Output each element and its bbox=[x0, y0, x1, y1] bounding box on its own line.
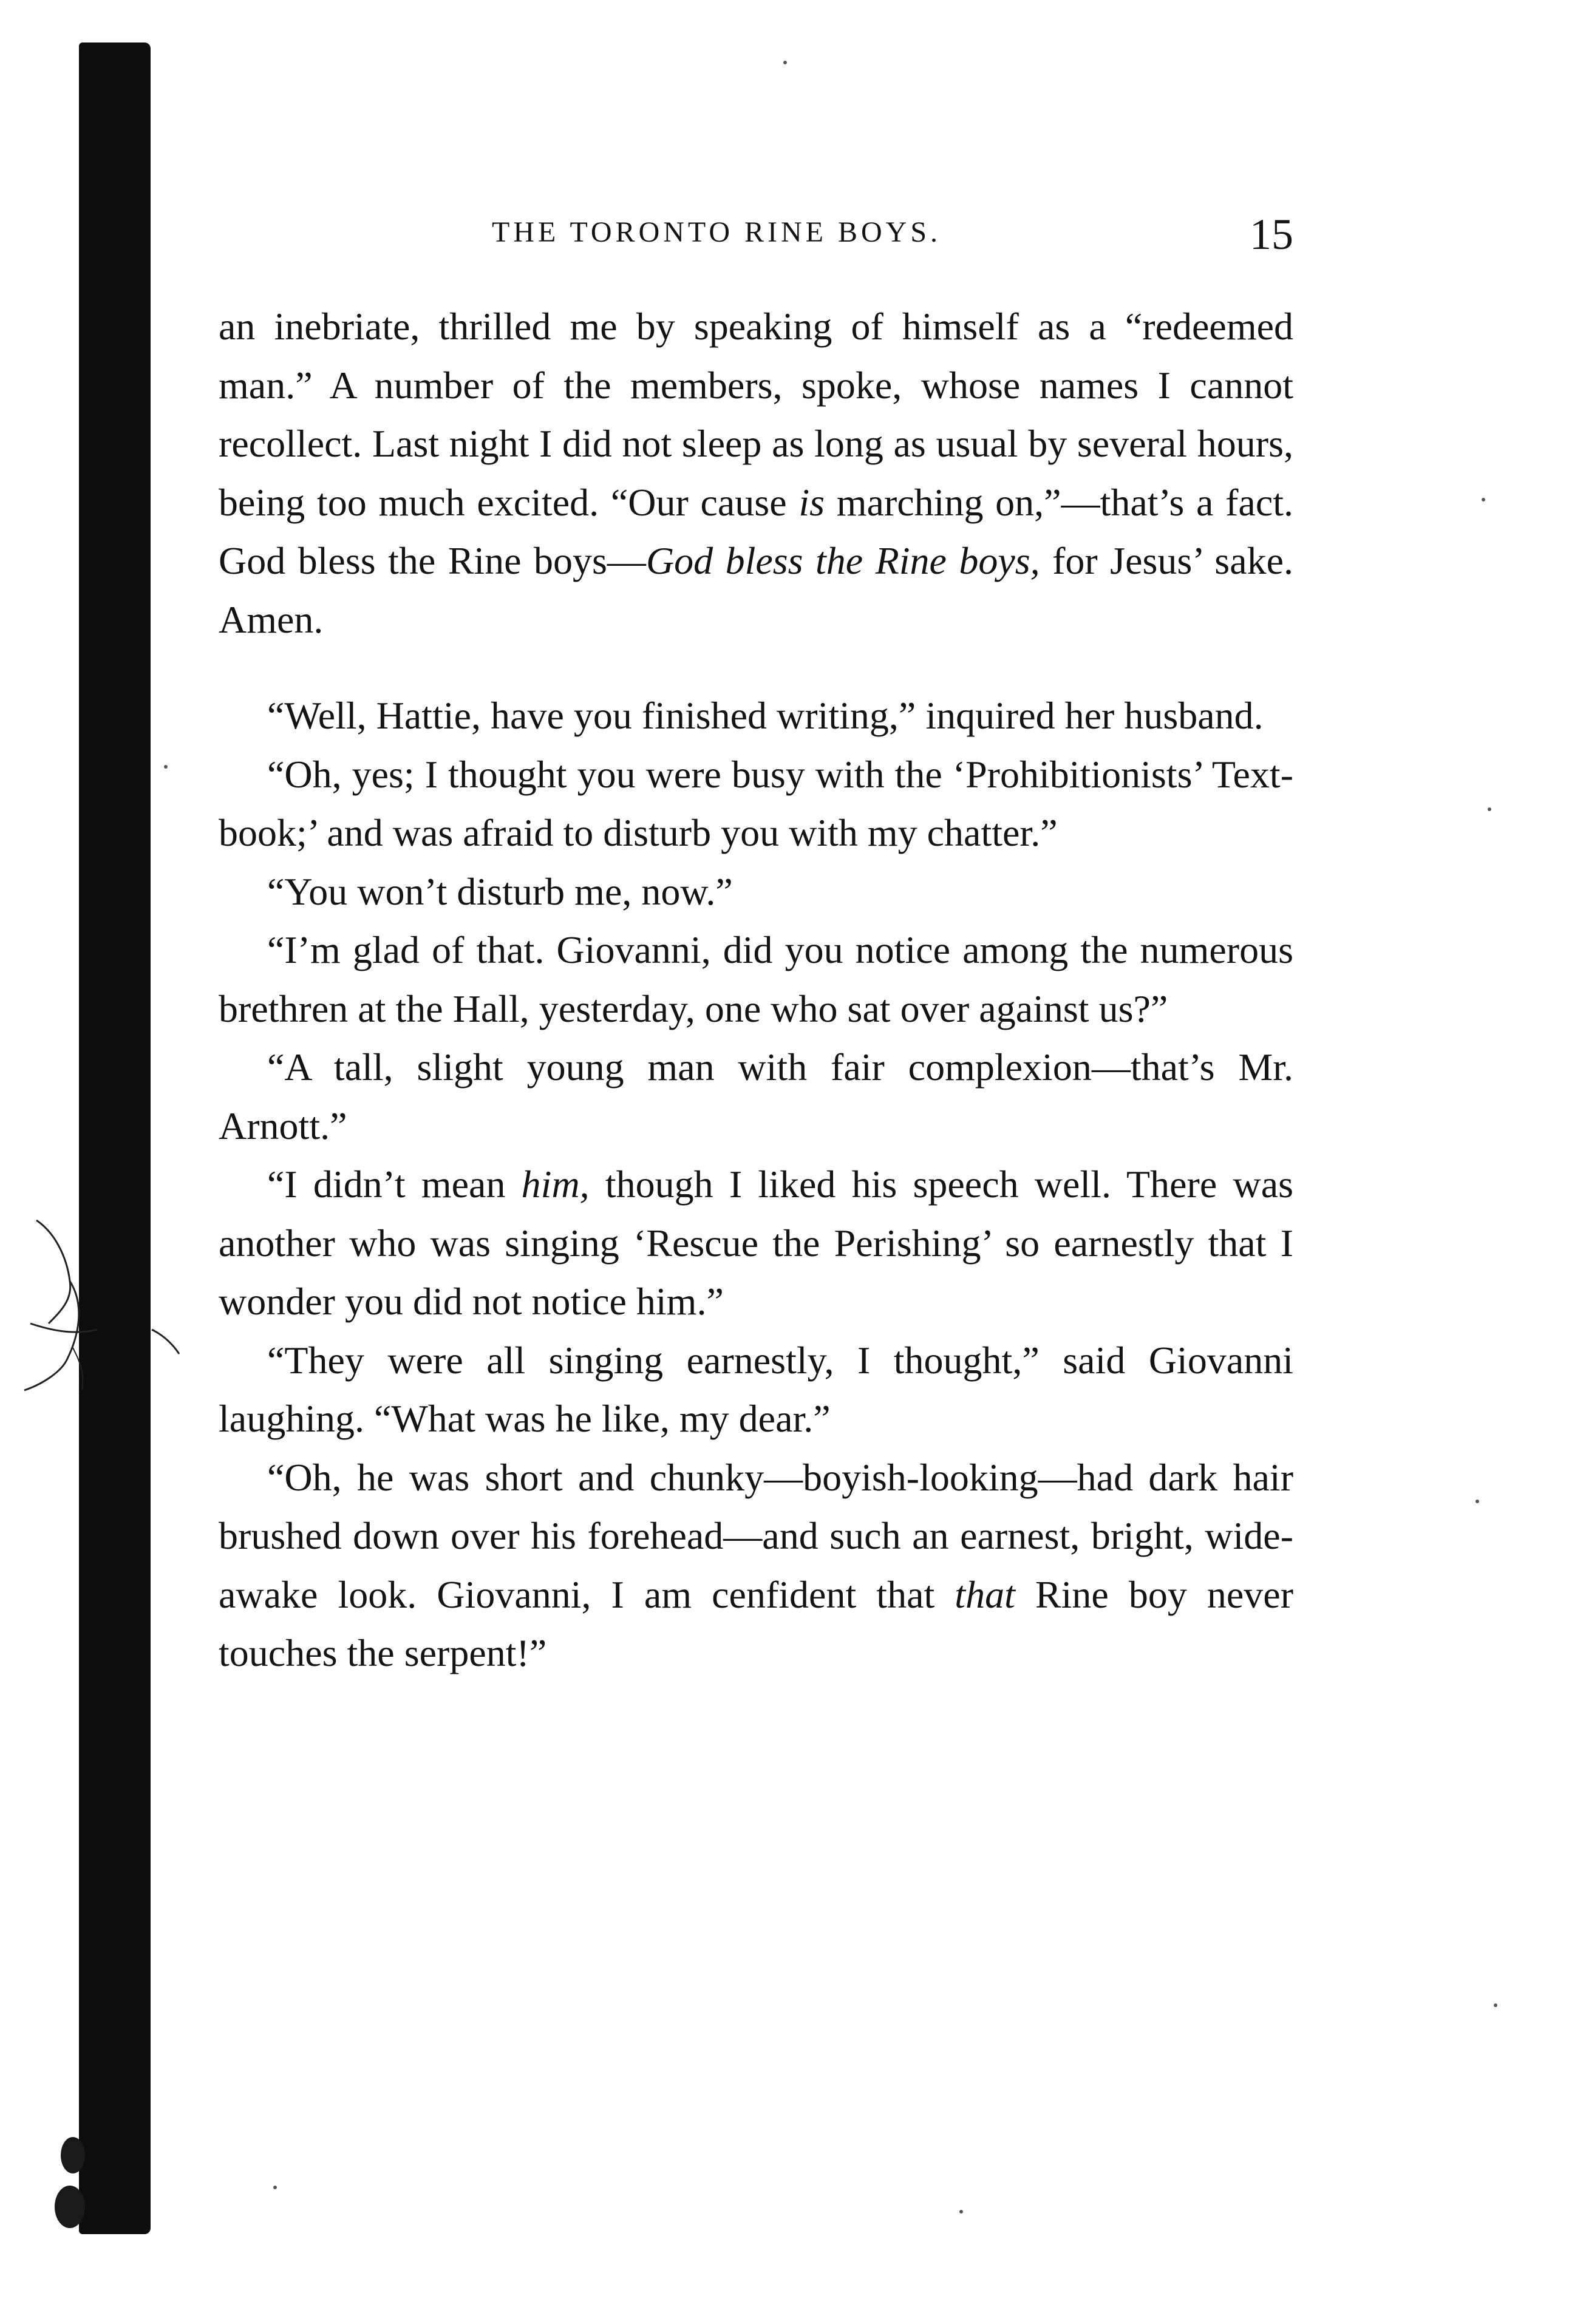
paper-speck bbox=[164, 765, 168, 769]
page-number: 15 bbox=[1250, 210, 1293, 259]
text-run: “Oh, yes; I thought you were busy with the ‘Prohibitionists’ Text-book;’ and was afraid to disturb you with my chatter.” bbox=[219, 752, 1293, 854]
paragraph bbox=[219, 1155, 1293, 1331]
text-run: “They were all singing earnestly, I thought,” said Giovanni laughing. “What was he like, my dear.” bbox=[219, 1338, 1293, 1440]
text-run: though I liked his speech well. There was another who was singing ‘Rescue the Perishing’ so earnestly that I wonder you did not notice him.” bbox=[219, 1163, 1294, 1323]
text-run: Rine boy never touches the serpent!” bbox=[219, 1572, 1293, 1674]
binding-speck bbox=[61, 2137, 85, 2173]
paragraph bbox=[219, 297, 1293, 649]
text-run: “You won’t disturb me, now.” bbox=[267, 869, 733, 913]
pencil-doodle bbox=[12, 1208, 194, 1427]
text-run: for Jesus’ sake. Amen. bbox=[219, 539, 1294, 641]
paper-speck bbox=[959, 2210, 963, 2214]
text-run: “Well, Hattie, have you finished writing,” inquired her husband. bbox=[267, 694, 1264, 737]
running-title: THE TORONTO RINE BOYS. bbox=[492, 216, 942, 248]
text-run: an inebriate, thrilled me by speaking of himself as a “redeemed man.” A number of the members, spoke, whose names I cannot recollect. Last night I did not sleep as long as usual by several hours, being too much excited. “Our cause bbox=[219, 305, 1293, 524]
paragraph bbox=[219, 1331, 1293, 1449]
paper-speck bbox=[783, 61, 787, 64]
paragraph bbox=[219, 746, 1293, 863]
binding-speck bbox=[55, 2186, 85, 2228]
paper-speck bbox=[273, 2186, 277, 2189]
paragraph bbox=[219, 921, 1293, 1038]
paper-speck bbox=[1482, 498, 1485, 501]
italic-text: God bless the Rine boys, bbox=[645, 539, 1040, 582]
text-run: “A tall, slight young man with fair complexion—that’s Mr. Arnott.” bbox=[219, 1045, 1293, 1147]
text-run: marching on,”—that’s a fact. God bless the Rine boys— bbox=[219, 480, 1294, 582]
paragraph bbox=[219, 687, 1293, 746]
body-text bbox=[219, 297, 1293, 1683]
italic-text: him, bbox=[521, 1163, 590, 1206]
binding-edge bbox=[79, 42, 151, 2234]
paragraph bbox=[219, 863, 1293, 922]
paragraph bbox=[219, 1038, 1293, 1155]
running-header bbox=[219, 209, 1293, 258]
italic-text: is bbox=[798, 480, 825, 524]
paragraph bbox=[219, 1449, 1293, 1683]
paper-speck bbox=[1488, 807, 1491, 811]
text-run: “I didn’t mean bbox=[267, 1163, 522, 1206]
paper-speck bbox=[1494, 2003, 1497, 2007]
text-run: “Oh, he was short and chunky—boyish-looking—had dark hair brushed down over his forehead—and such an earnest, bright, wide-awake look. Giovanni, I am cenfident that bbox=[219, 1455, 1293, 1616]
text-run: “I’m glad of that. Giovanni, did you notice among the numerous brethren at the Hall, yesterday, one who sat over against us?” bbox=[219, 928, 1293, 1030]
italic-text: that bbox=[955, 1572, 1015, 1616]
paper-speck bbox=[1475, 1500, 1479, 1503]
